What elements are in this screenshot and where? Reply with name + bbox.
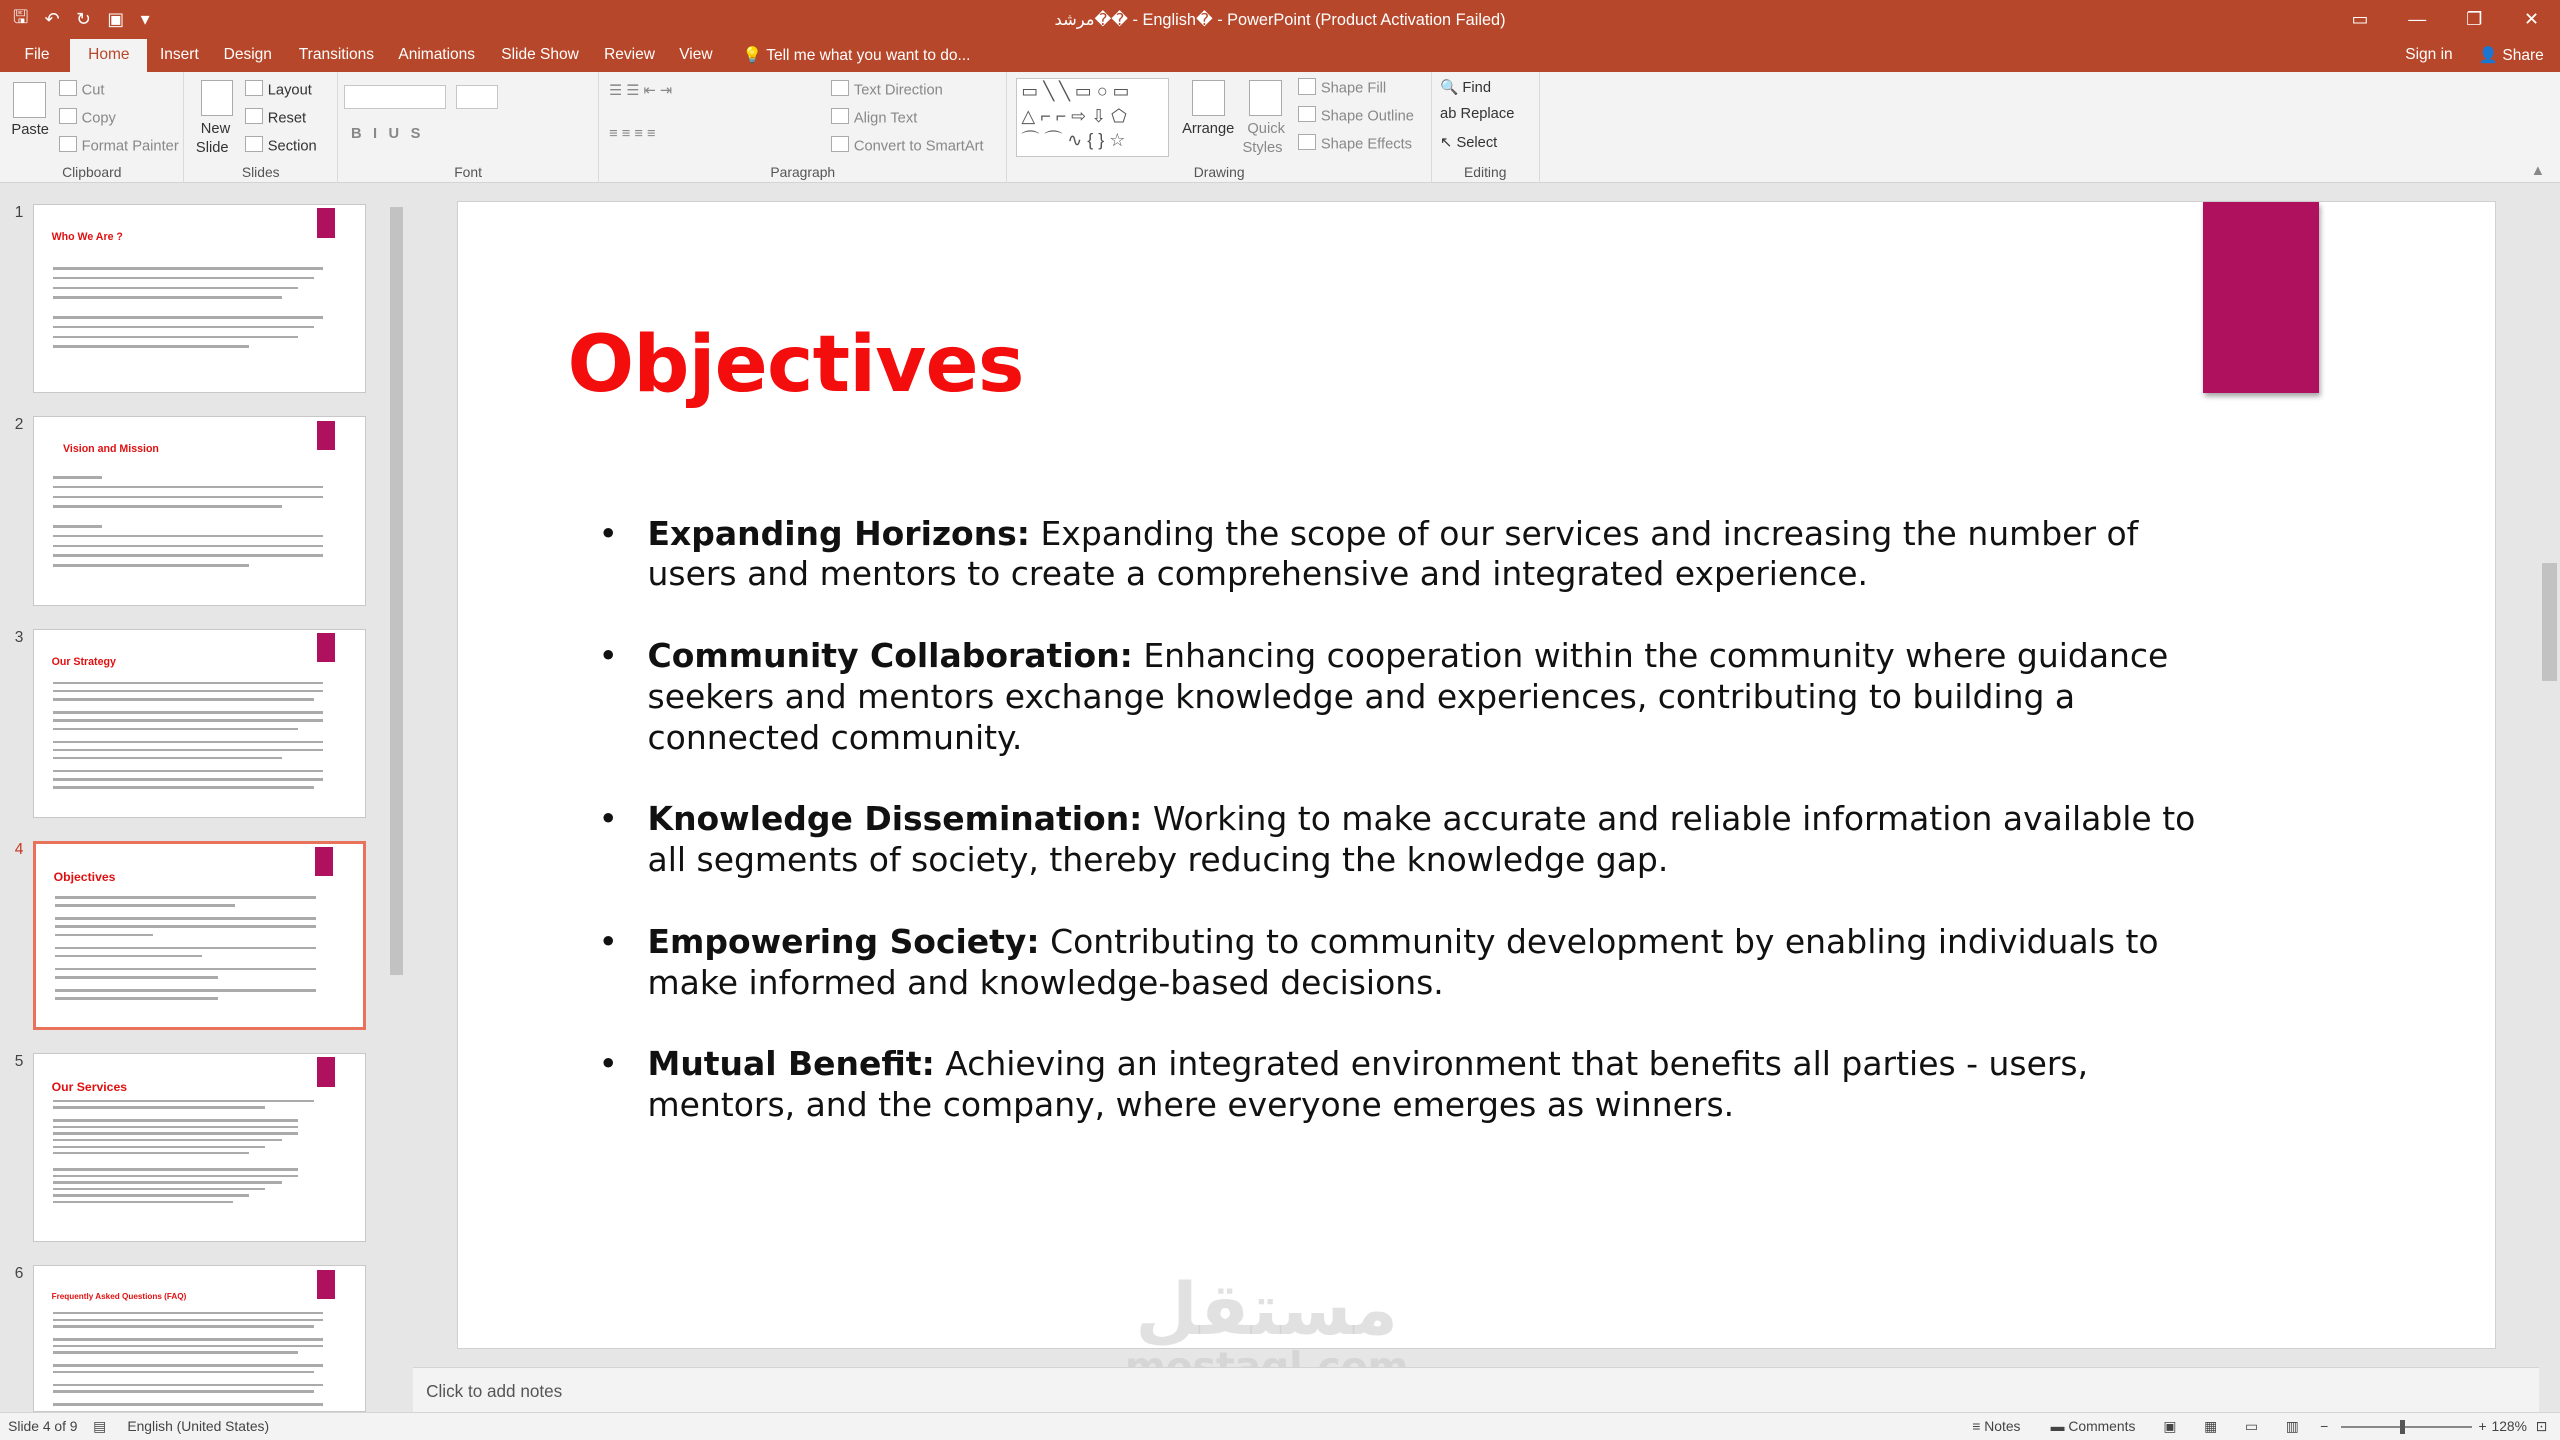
- save-icon[interactable]: 🖫: [13, 6, 29, 27]
- clipboard-group: [0, 72, 184, 183]
- thumbnail-scrollbar[interactable]: [387, 184, 407, 1412]
- zoom-out-icon[interactable]: −: [2320, 1418, 2329, 1435]
- bullet-dot-icon: •: [598, 1044, 618, 1084]
- tab-file[interactable]: File: [24, 45, 50, 63]
- bullet-item: [599, 636, 2232, 758]
- quick-styles-button-2[interactable]: Styles: [1242, 140, 1283, 157]
- bullet-text: Working to make accurate and reliable information available to all segments of society, thereby reducing the knowledge gap.: [647, 799, 2196, 880]
- thumb-title: Frequently Asked Questions (FAQ): [51, 1292, 187, 1302]
- shapes-gallery[interactable]: ▭ ╲ ╲ ▭ ○ ▭ △ ⌐ ⌐ ⇨ ⇩ ⬠ ⌒ ⌒ ∿ { } ☆: [1016, 78, 1169, 156]
- convert-smartart-button[interactable]: Convert to SmartArt: [831, 136, 984, 155]
- normal-view-icon[interactable]: ▣: [2163, 1418, 2177, 1435]
- bullet-item: [599, 1044, 2232, 1126]
- notes-placeholder[interactable]: Click to add notes: [426, 1380, 563, 1401]
- quick-styles-button[interactable]: Quick: [1247, 120, 1285, 137]
- bullet-heading: Expanding Horizons:: [647, 513, 1030, 553]
- bullet-text: Contributing to community development by enabling individuals to make informed and knowledge-based decisions.: [647, 921, 2159, 1002]
- align-text-icon: [831, 108, 849, 124]
- slides-group: [184, 72, 337, 183]
- presentation-icon[interactable]: ▣: [107, 9, 125, 30]
- layout-icon: [245, 80, 263, 96]
- slide-thumbnail-panel: [0, 184, 411, 1412]
- sign-in-link[interactable]: Sign in: [2405, 45, 2453, 63]
- quick-styles-icon[interactable]: [1249, 80, 1282, 116]
- thumb-accent-bar: [315, 847, 333, 876]
- arrange-button[interactable]: Arrange: [1182, 120, 1235, 137]
- slide-thumbnail-2[interactable]: [33, 416, 366, 605]
- thumb-number: 1: [14, 204, 24, 222]
- scissors-icon: [59, 80, 77, 96]
- clipboard-label: Clipboard: [62, 163, 122, 180]
- bullet-text: Expanding the scope of our services and increasing the number of users and mentors to create a comprehensive and integrated experience.: [647, 513, 2139, 594]
- cursor-icon: ↖: [1440, 134, 1453, 151]
- title-bar: [0, 0, 2560, 39]
- bullet-heading: Community Collaboration:: [647, 636, 1133, 676]
- zoom-slider[interactable]: [2341, 1426, 2472, 1428]
- smartart-icon: [831, 136, 849, 152]
- thumb-title: Objectives: [53, 869, 116, 884]
- undo-icon[interactable]: ↶: [44, 9, 60, 30]
- tab-animations[interactable]: Animations: [398, 45, 476, 63]
- font-size-box[interactable]: [456, 85, 498, 109]
- text-direction-button[interactable]: Text Direction: [831, 80, 943, 99]
- restore-icon[interactable]: ❐: [2466, 9, 2483, 29]
- minimize-icon[interactable]: —: [2408, 9, 2427, 29]
- thumb-number: 4: [14, 840, 24, 858]
- brush-icon: [59, 136, 77, 152]
- paste-button[interactable]: Paste: [11, 122, 49, 139]
- account-area: [2405, 46, 2544, 65]
- bullet-list[interactable]: [599, 514, 2232, 1167]
- thumb-title: Vision and Mission: [63, 443, 159, 456]
- window-title: مرشد�� - English� - PowerPoint (Product Activation Failed): [1054, 10, 1506, 29]
- person-icon: 👤: [2478, 46, 2499, 64]
- new-slide-button[interactable]: New: [200, 120, 231, 137]
- slideshow-icon[interactable]: ▥: [2285, 1418, 2299, 1435]
- bullet-item: [599, 922, 2232, 1004]
- collapse-ribbon-icon[interactable]: ▲: [2530, 163, 2546, 180]
- font-group: [338, 72, 599, 183]
- bullet-heading: Knowledge Dissemination:: [647, 799, 1143, 839]
- font-label: Font: [454, 163, 482, 180]
- copy-button[interactable]: Copy: [59, 108, 116, 127]
- scroll-thumb[interactable]: [390, 207, 403, 974]
- thumb-number: 3: [14, 628, 24, 646]
- tab-home[interactable]: Home: [70, 39, 147, 72]
- fit-slide-icon[interactable]: ⊡: [2535, 1418, 2548, 1435]
- slide-thumbnail-5[interactable]: [33, 1053, 366, 1242]
- cut-button[interactable]: Cut: [59, 80, 105, 99]
- accent-rectangle[interactable]: [2203, 202, 2319, 393]
- thumb-number: 2: [14, 416, 24, 434]
- font-format-icons[interactable]: BIUS: [351, 125, 432, 142]
- paragraph-group: [599, 72, 1007, 183]
- thumb-accent-bar: [317, 1270, 335, 1299]
- paragraph-label: Paragraph: [770, 163, 836, 180]
- thumb-title: Our Services: [51, 1080, 128, 1095]
- drawing-group: [1007, 72, 1432, 183]
- drawing-label: Drawing: [1193, 163, 1245, 180]
- thumb-number: 6: [14, 1265, 24, 1283]
- thumb-accent-bar: [317, 208, 335, 237]
- scroll-thumb[interactable]: [2542, 563, 2557, 681]
- ribbon-display-icon[interactable]: ▭: [2351, 9, 2369, 29]
- thumb-accent-bar: [317, 421, 335, 450]
- new-slide-icon[interactable]: [201, 80, 234, 116]
- reset-icon: [245, 108, 263, 124]
- notes-icon: ≡: [1972, 1418, 1981, 1435]
- slide-thumbnail-4[interactable]: [33, 841, 366, 1030]
- tab-view[interactable]: View: [679, 45, 713, 63]
- slide-title[interactable]: Objectives: [567, 319, 1024, 411]
- layout-button[interactable]: Layout: [245, 80, 312, 99]
- editing-group: [1432, 72, 1540, 183]
- tab-design[interactable]: Design: [223, 45, 272, 63]
- new-slide-button-2[interactable]: Slide: [195, 140, 229, 157]
- paste-icon[interactable]: [13, 82, 46, 118]
- ribbon-home: [0, 72, 2560, 183]
- bullet-dot-icon: •: [598, 513, 618, 553]
- tab-transitions[interactable]: Transitions: [298, 45, 375, 63]
- reading-view-icon[interactable]: ▭: [2244, 1418, 2259, 1435]
- tell-me-search[interactable]: 💡 Tell me what you want to do...: [742, 46, 971, 64]
- pen-icon: [1298, 106, 1316, 122]
- select-button[interactable]: ↖ Select: [1440, 134, 1498, 151]
- slide-sorter-icon[interactable]: ▦: [2204, 1418, 2218, 1435]
- watermark-arabic: مستقل: [1135, 1266, 1399, 1351]
- section-icon: [245, 136, 263, 152]
- share-button[interactable]: 👤 Share: [2478, 46, 2544, 64]
- font-name-box[interactable]: [344, 85, 445, 109]
- canvas-scrollbar[interactable]: [2539, 184, 2560, 1364]
- spellcheck-icon[interactable]: ▤: [93, 1418, 107, 1435]
- slide-thumbnail-1[interactable]: [33, 204, 366, 393]
- slide-4[interactable]: [457, 201, 2496, 1349]
- customize-qat-icon[interactable]: ▾: [140, 9, 150, 30]
- comments-button[interactable]: ▬ Comments: [2050, 1418, 2136, 1435]
- ribbon-tabs: [0, 39, 2560, 72]
- bullet-dot-icon: •: [598, 921, 618, 961]
- shape-effects-button[interactable]: Shape Effects: [1298, 134, 1412, 153]
- bullet-heading: Empowering Society:: [647, 921, 1040, 961]
- thumb-accent-bar: [317, 1057, 335, 1086]
- shape-fill-button[interactable]: Shape Fill: [1298, 78, 1386, 97]
- zoom-slider-thumb[interactable]: [2400, 1420, 2405, 1435]
- copy-icon: [59, 108, 77, 124]
- format-painter-button[interactable]: Format Painter: [59, 136, 179, 155]
- slide-thumbnail-3[interactable]: [33, 629, 366, 818]
- magnifier-icon: 🔍: [1440, 80, 1459, 97]
- arrange-icon[interactable]: [1192, 80, 1225, 116]
- slides-label: Slides: [241, 163, 280, 180]
- replace-icon: ab: [1440, 106, 1457, 123]
- bullet-dot-icon: •: [598, 799, 618, 839]
- thumb-number: 5: [14, 1053, 24, 1071]
- text-direction-icon: [831, 80, 849, 96]
- thumb-title: Who We Are ?: [51, 231, 123, 244]
- tab-slide-show[interactable]: Slide Show: [501, 45, 579, 63]
- bullets-icon[interactable]: ☰ ☰ ⇤ ⇥: [608, 82, 673, 99]
- slide-canvas: [413, 184, 2539, 1364]
- bullet-item: [599, 799, 2232, 881]
- lightbulb-icon: 💡: [742, 46, 763, 64]
- align-icons[interactable]: ≡ ≡ ≡ ≡: [608, 125, 656, 142]
- window-controls: [2332, 0, 2560, 39]
- find-button[interactable]: 🔍 Find: [1440, 80, 1491, 97]
- bullet-item: [599, 514, 2232, 596]
- zoom-level[interactable]: 128%: [2491, 1418, 2527, 1435]
- align-text-button[interactable]: Align Text: [831, 108, 917, 127]
- thumb-title: Our Strategy: [51, 655, 116, 668]
- tab-insert[interactable]: Insert: [160, 45, 199, 63]
- redo-icon[interactable]: ↻: [76, 9, 92, 30]
- bullet-text: Achieving an integrated environment that benefits all parties - users, mentors, and the company, where everyone emerges as winners.: [647, 1044, 2089, 1125]
- section-button[interactable]: Section: [245, 136, 317, 155]
- language-indicator[interactable]: English (United States): [127, 1418, 270, 1435]
- bullet-dot-icon: •: [598, 636, 618, 676]
- bullet-heading: Mutual Benefit:: [647, 1044, 935, 1084]
- notes-button[interactable]: ≡ Notes: [1972, 1418, 2021, 1435]
- slide-thumbnail-6[interactable]: [33, 1265, 366, 1412]
- tab-review[interactable]: Review: [604, 45, 655, 63]
- replace-button[interactable]: ab Replace: [1440, 106, 1515, 123]
- editing-label: Editing: [1464, 163, 1507, 180]
- status-bar: [0, 1412, 2560, 1440]
- effects-icon: [1298, 134, 1316, 150]
- zoom-in-icon[interactable]: +: [2478, 1418, 2487, 1435]
- slide-counter: Slide 4 of 9: [8, 1418, 78, 1435]
- comment-icon: ▬: [2050, 1418, 2065, 1435]
- notes-pane[interactable]: [413, 1367, 2539, 1413]
- bullet-text: Enhancing cooperation within the community where guidance seekers and mentors exchange knowledge and experiences, contributing to building a connected community.: [647, 636, 2169, 757]
- paint-bucket-icon: [1298, 78, 1316, 94]
- reset-button[interactable]: Reset: [245, 108, 306, 127]
- close-icon[interactable]: ✕: [2523, 9, 2539, 29]
- shape-outline-button[interactable]: Shape Outline: [1298, 106, 1414, 125]
- thumb-accent-bar: [317, 633, 335, 662]
